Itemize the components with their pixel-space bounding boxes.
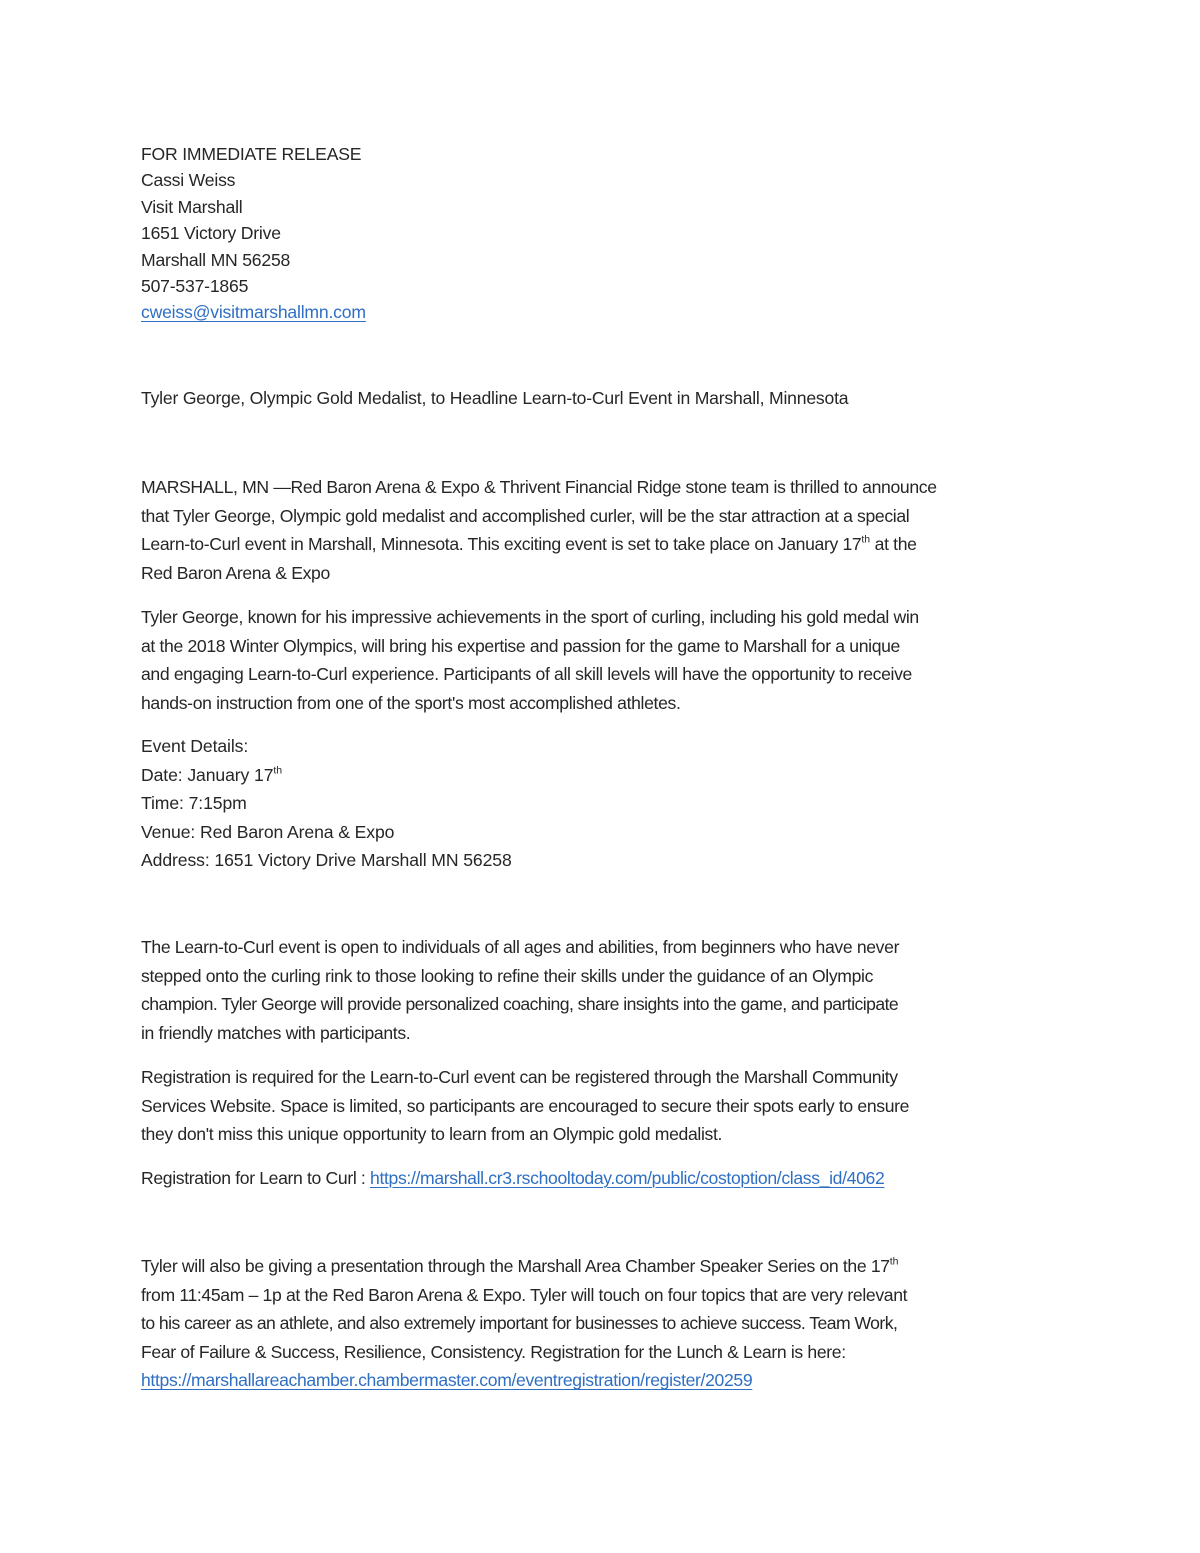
event-details xyxy=(141,732,1061,875)
audience-line: in friendly matches with participants. xyxy=(141,1022,411,1043)
background-line: Tyler George, known for his impressive achievements in the sport of curling, including his gold medal win xyxy=(141,607,919,627)
registration-line: they don't miss this unique opportunity to learn from an Olympic gold medalist. xyxy=(141,1124,723,1145)
background-line: at the 2018 Winter Olympics, will bring his expertise and passion for the game to Marshall for a unique xyxy=(141,635,900,656)
ordinal-suffix: th xyxy=(861,533,871,546)
audience-line: stepped onto the curling rink to those looking to refine their skills under the guidance of an Olympic xyxy=(141,965,874,986)
headline-block xyxy=(141,385,1061,411)
headline: Tyler George, Olympic Gold Medalist, to Headline Learn-to-Curl Event in Marshall, Minnesota xyxy=(141,388,849,408)
audience-paragraph xyxy=(141,933,1061,1047)
intro-line: that Tyler George, Olympic gold medalist and accomplished curler, will be the star attraction at a special xyxy=(141,505,910,526)
intro-line xyxy=(141,530,1061,559)
ordinal-suffix: th xyxy=(889,1255,899,1268)
background-line: hands-on instruction from one of the sport's most accomplished athletes. xyxy=(141,692,681,713)
curl-registration-label: Registration for Learn to Curl : xyxy=(141,1168,371,1188)
presentation-line: from 11:45am – 1p at the Red Baron Arena & Expo. Tyler will touch on four topics that are very relevant xyxy=(141,1284,908,1305)
background-line: and engaging Learn-to-Curl experience. Participants of all skill levels will have the opportunity to receive xyxy=(141,664,912,685)
event-address: Address: 1651 Victory Drive Marshall MN 56258 xyxy=(141,850,512,871)
event-venue: Venue: Red Baron Arena & Expo xyxy=(141,821,395,842)
phone-number: 507-537-1865 xyxy=(141,275,249,296)
chamber-registration-link[interactable]: https://marshallareachamber.chambermaster.com/eventregistration/register/20259 xyxy=(141,1370,753,1391)
contact-header xyxy=(141,141,1061,326)
email-link[interactable]: cweiss@visitmarshallmn.com xyxy=(141,302,366,323)
registration-line: Registration is required for the Learn-to-Curl event can be registered through the Marshall Community xyxy=(141,1067,898,1087)
event-time: Time: 7:15pm xyxy=(141,793,247,814)
street-address: 1651 Victory Drive xyxy=(141,223,281,244)
curl-registration-row xyxy=(141,1164,1061,1193)
intro-line: Red Baron Arena & Expo xyxy=(141,562,330,583)
audience-line: The Learn-to-Curl event is open to individuals of all ages and abilities, from beginners who have never xyxy=(141,937,900,957)
release-label: FOR IMMEDIATE RELEASE xyxy=(141,144,362,164)
city-state-zip: Marshall MN 56258 xyxy=(141,249,291,270)
curl-registration xyxy=(141,1164,1061,1193)
presentation-line-text: Tyler will also be giving a presentation through the Marshall Area Chamber Speaker Series on the 17 xyxy=(141,1256,890,1276)
presentation-line: to his career as an athlete, and also extremely important for businesses to achieve success. Team Work, xyxy=(141,1313,898,1334)
registration-line: Services Website. Space is limited, so participants are encouraged to secure their spots early to ensure xyxy=(141,1095,910,1116)
intro-line: MARSHALL, MN —Red Baron Arena & Expo & Thrivent Financial Ridge stone team is thrilled to announce xyxy=(141,477,937,497)
event-date-text: Date: January 17 xyxy=(141,764,274,785)
background-paragraph xyxy=(141,603,1061,717)
ordinal-suffix: th xyxy=(273,764,283,777)
event-details-heading: Event Details: xyxy=(141,736,249,756)
presentation-paragraph xyxy=(141,1252,1061,1395)
contact-name: Cassi Weiss xyxy=(141,170,236,191)
intro-line-tail: at the xyxy=(870,534,917,555)
presentation-line xyxy=(141,1252,1061,1281)
audience-line: champion. Tyler George will provide personalized coaching, share insights into the game, and participate xyxy=(141,994,899,1015)
curl-registration-link[interactable]: https://marshall.cr3.rschooltoday.com/public/costoption/class_id/4062 xyxy=(370,1168,885,1188)
intro-paragraph xyxy=(141,473,1061,587)
intro-line-text: Learn-to-Curl event in Marshall, Minnesota. This exciting event is set to take place on January 17 xyxy=(141,534,862,555)
registration-paragraph xyxy=(141,1063,1061,1149)
event-date xyxy=(141,761,1061,790)
presentation-line: Fear of Failure & Success, Resilience, Consistency. Registration for the Lunch & Learn is here: xyxy=(141,1341,846,1362)
organization: Visit Marshall xyxy=(141,196,243,217)
